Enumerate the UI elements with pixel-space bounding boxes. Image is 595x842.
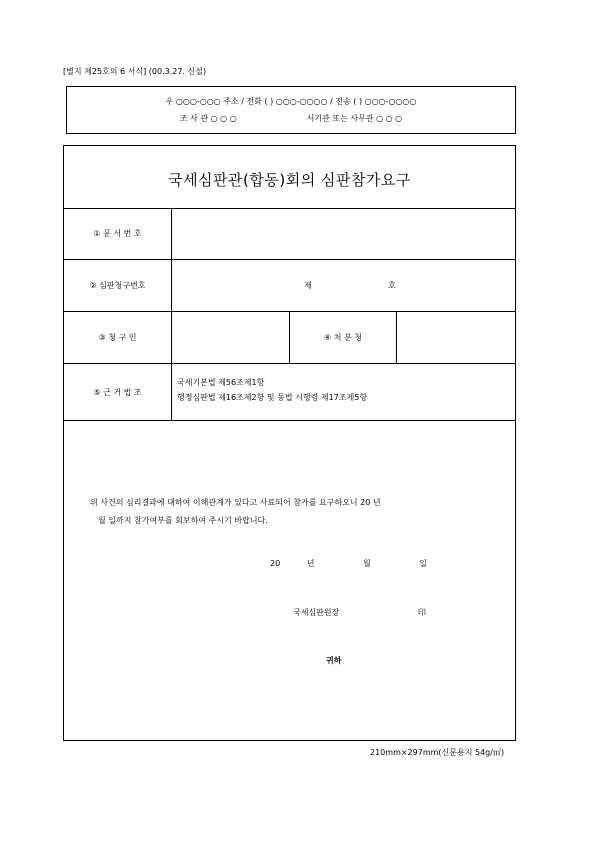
date-line xyxy=(270,558,427,569)
seal-mark: 印 xyxy=(417,608,426,617)
date-year: 년 xyxy=(306,559,315,568)
claimant-label: ③ 청 구 인 xyxy=(64,312,172,363)
form-title: 국세심판관(합동)회의 심판참가요구 xyxy=(168,171,411,189)
request-body-line-1: 위 사건의 심리결과에 대하여 이해관계가 있다고 사료되어 참가를 요구하오니 20 년 xyxy=(90,498,381,507)
issuer-title: 국세심판원장 xyxy=(293,608,340,617)
date-month: 월 xyxy=(363,559,371,568)
legal-basis-line-1: 국세기본법 제56조제1항 xyxy=(177,378,265,387)
secretary-name: 서기관 또는 사무관 ○ ○ ○ xyxy=(306,114,403,123)
agency-divider xyxy=(396,312,397,363)
case-number-label: ② 심판청구번호 xyxy=(64,260,172,311)
date-day: 일 xyxy=(419,559,428,568)
request-body xyxy=(90,494,381,530)
claimant-agency-row xyxy=(64,312,515,364)
agency-label: ④ 처 분 청 xyxy=(324,333,362,342)
case-number-row xyxy=(64,260,515,312)
paper-specification: 210mm×297mm(신문용지 54g/㎡) xyxy=(370,748,505,757)
form-identifier: [별지 제25호의 6 서식] (00.3.27. 신설) xyxy=(63,67,207,76)
legal-basis-line-2: 행정심판법 제16조제2항 및 동법 시행령 제17조제5항 xyxy=(177,393,368,402)
title-row xyxy=(64,146,515,209)
case-number-prefix: 제 xyxy=(304,281,312,290)
recipient-honorific: 귀하 xyxy=(326,656,342,665)
request-form xyxy=(63,145,516,741)
legal-basis-row xyxy=(64,364,515,421)
document-number-label: ① 문 서 번 호 xyxy=(64,208,172,259)
address-officer-line xyxy=(67,113,515,124)
address-contact-line: 우 ○○○-○○○ 주소 / 전화 ( ) ○○○-○○○○ / 전송 ( ) ○○○-○○○○ xyxy=(165,97,417,106)
legal-basis-label: ⑤ 근 거 법 조 xyxy=(64,364,172,420)
case-number-suffix: 호 xyxy=(388,281,396,290)
request-body-line-2: 월 일까지 참가여부를 회보하여 주시기 바랍니다. xyxy=(98,516,268,525)
date-year-prefix: 20 xyxy=(270,559,281,568)
document-number-row xyxy=(64,208,515,260)
address-box xyxy=(66,86,516,134)
signature-line xyxy=(293,607,426,618)
investigator-name: 조 사 관 ○ ○ ○ xyxy=(179,114,237,123)
